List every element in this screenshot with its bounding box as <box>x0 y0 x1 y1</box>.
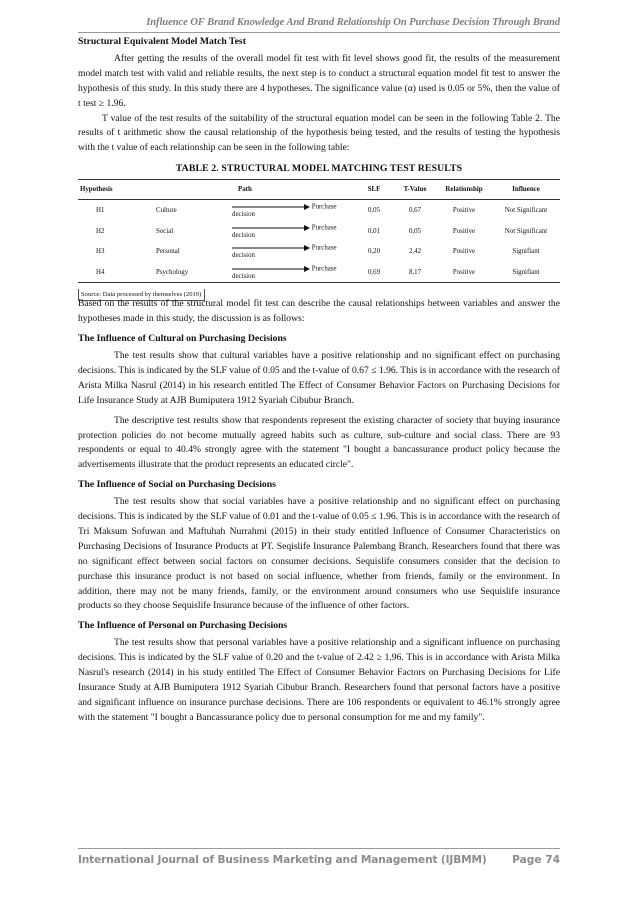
cell-t-value: 0,67 <box>408 207 422 214</box>
cell-t-value: 0,05 <box>408 227 422 235</box>
cell-slf: 0,05 <box>367 207 381 214</box>
paragraph: The test results show that personal variables have a positive relationship and a significant influence on purchasing decisions. This is indicated by the SLF value of 0.20 and the t-value of 2.42 ≥ 1.96. This is in accordance with Arista Milka Nasrul's research (2014) in his study entitled The Effect of Consumer Behavior Factors on Purchasing Decisions for Life Insurance Study at AJB Bumiputera 1912 Syariah Cibubur Branch. Researchers found that personal factors have a positive and significant influence on insurance purchase decisions. There are 106 respondents or equivalent to 46.1% strongly agree with the statement "I bought a Bancassurance policy due to personal consumption for me and my family". <box>78 637 560 723</box>
page-number: Page 74 <box>512 854 560 866</box>
header-hypothesis: Hypothesis <box>80 186 113 194</box>
running-head: Influence OF Brand Knowledge And Brand Relationship On Purchase Decision Through Brand <box>146 17 560 28</box>
section-title-social: The Influence of Social on Purchasing Decisions <box>78 479 276 491</box>
cell-influence: Signifiant <box>512 268 540 276</box>
cell-to: Purchase decision <box>232 265 337 280</box>
arrow-right-icon <box>232 244 310 252</box>
footer-rule <box>78 848 560 849</box>
table-row <box>78 241 560 262</box>
table-title: TABLE 2. STRUCTURAL MODEL MATCHING TEST RESULTS <box>175 163 463 175</box>
paragraph: The descriptive test results show that respondents represent the existing character of society that buying insurance protection policies do not become mutually agreed habits such as culture, sub-culture and social class. There are 93 respondents or equal to 40.4% strongly agree with the statement "I bought a bancassurance product policy because the advertisements illustrate that the product represents an educated circle". <box>78 414 560 471</box>
cell-influence: Not Significant <box>504 207 548 214</box>
paragraph: Based on the results of the structural model fit test can describe the causal relationships between variables and answer the hypotheses made in this study, the discussion is as follows: <box>78 298 560 325</box>
cell-relationship: Positive <box>452 248 476 255</box>
paragraph: The test results show that cultural variables have a positive relationship and no significant effect on purchasing decisions. This is indicated by the SLF value of 0.05 and the t-value of 0.67 ≤ 1.96. This is in accordance with the research of Arista Milka Nasrul (2014) in his research entitled The Effect of Consumer Behavior Factors on Purchasing Decisions for Life Insurance Study at AJB Bumiputera 1912 Syariah Cibubur Branch. <box>78 349 560 406</box>
arrow-right-icon <box>232 224 310 232</box>
paragraph: T value of the test results of the suitability of the structural equation model can be seen in the following Table 2. The results of t arithmetic show the causal relationship of the hypothesis being tested, and the results of testing the hypothesis with the t value of each relationship can be seen in the following table: <box>78 112 560 154</box>
header-slf: SLF <box>367 186 381 194</box>
cell-hypothesis: H4 <box>96 268 105 276</box>
section-title-personal: The Influence of Personal on Purchasing Decisions <box>78 620 288 632</box>
cell-from: Social <box>156 227 174 235</box>
header-path: Path <box>238 186 252 194</box>
paragraph: After getting the results of the overall model fit test with fit level shows good fit, the results of the measurement model match test with valid and reliable results, the next step is to conduct a structural equation model fit test to answer the hypothesis of this study. In this study there are 4 hypotheses. The significance value (α) used is 0.05 or 5%, then the value of t test ≥ 1.96. <box>78 52 560 109</box>
header-relationship: Relationship <box>445 186 483 194</box>
cell-relationship: Positive <box>452 268 476 276</box>
table-row <box>78 262 560 283</box>
header-influence: Influence <box>512 186 540 194</box>
cell-t-value: 2,42 <box>408 248 422 255</box>
cell-to: Purchase decision <box>232 203 337 218</box>
paragraph: The test results show that social variables have a positive relationship and no significant effect on purchasing decisions. This is indicated by the SLF value of 0.01 and the t-value of 0.05 ≤ 1.96. This is in accordance with the research of Tri Maksum Sofuwan and Maftuhah Nurrahmi (2015) in their study entitled Influence of Consumer Characteristics on Purchasing Decisions of Insurance Products at PT. Seqislife Insurance Palembang Branch. Researchers found that there was no significant effect between social factors on consumer decisions. Sequislife consumers consider that the decision to purchase this insurance product is not based on social influence, whether from friends, family or the environment. In addition, there may not be many friends, family, or the environment around consumers who use Sequislife insurance products so they choose Sequislife Insurance because of the influence of other factors. <box>78 496 560 612</box>
section-title-sem-test: Structural Equivalent Model Match Test <box>78 36 246 47</box>
cell-slf: 0,69 <box>367 268 381 276</box>
table-row <box>78 200 560 221</box>
arrow-right-icon <box>232 203 310 211</box>
cell-relationship: Positive <box>452 227 476 235</box>
cell-slf: 0,20 <box>367 248 381 255</box>
cell-from: Culture <box>156 207 177 214</box>
header-rule <box>78 32 560 33</box>
table-header-row <box>78 180 560 200</box>
cell-hypothesis: H1 <box>96 207 105 214</box>
cell-to: Purchase decision <box>232 244 337 259</box>
page-content <box>78 35 560 726</box>
header-t-value: T-Value <box>403 186 427 194</box>
cell-relationship: Positive <box>452 207 476 214</box>
results-table <box>78 179 560 283</box>
cell-t-value: 8,17 <box>408 268 422 276</box>
cell-slf: 0,01 <box>367 227 381 235</box>
arrow-right-icon <box>232 265 310 273</box>
table-row <box>78 221 560 242</box>
cell-from: Personal <box>156 248 180 255</box>
footer-journal-name: International Journal of Business Marketing and Management (IJBMM) <box>78 854 487 866</box>
section-title-culture: The Influence of Cultural on Purchasing Decisions <box>78 333 287 345</box>
cell-influence: Not Significant <box>504 227 548 235</box>
table-source-note: Source: Data processed by themselves (2019) <box>78 289 205 301</box>
cell-hypothesis: H3 <box>96 248 105 255</box>
cell-from: Psychology <box>156 268 189 276</box>
cell-to: Purchase decision <box>232 224 337 239</box>
cell-hypothesis: H2 <box>96 227 105 235</box>
cell-influence: Signifiant <box>512 248 540 255</box>
